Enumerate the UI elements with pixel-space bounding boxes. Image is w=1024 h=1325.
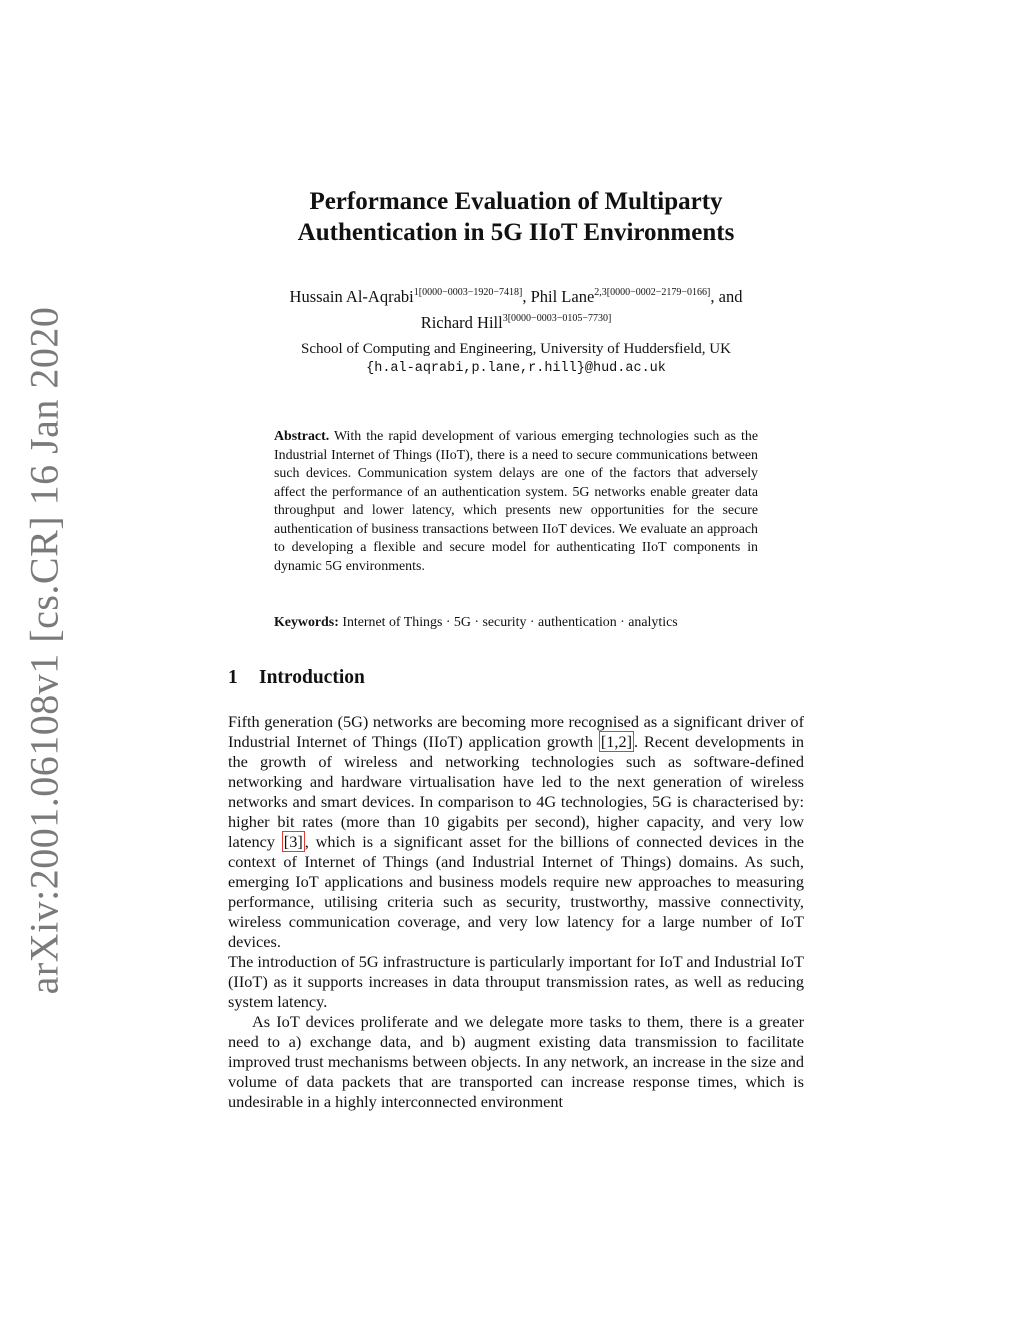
keywords xyxy=(274,613,758,632)
paragraph-2: The introduction of 5G infrastructure is particularly important for IoT and Industrial IoT (IIoT) as it supports increases in data throuput transmission rates, as well as reducing system latency. xyxy=(228,952,804,1011)
keywords-text: Internet of Things · 5G · security · authentication · analytics xyxy=(342,615,678,630)
affiliation: School of Computing and Engineering, University of Huddersfield, UK xyxy=(301,341,731,357)
section-heading xyxy=(228,667,804,689)
section-title: Introduction xyxy=(259,667,365,688)
paragraph-text: Fifth generation (5G) networks are becoming more recognised as a significant driver of Industrial Internet of Things (IIoT) application growth xyxy=(228,712,804,751)
author-emails: {h.al-aqrabi,p.lane,r.hill}@hud.ac.uk xyxy=(366,361,666,376)
author-separator: , xyxy=(522,287,531,306)
author-line-1 xyxy=(228,282,804,308)
citation-link[interactable]: [1,2] xyxy=(600,732,633,751)
paragraph-text: . Recent developments in the growth of wireless and networking technologies such as software-defined networking and hardware virtualisation have led to the next generation of wireless networks and smart devices. In comparison to 4G technologies, 5G is characterised by: higher bit rates (more than 10 gigabits per second), higher capacity, and very low latency xyxy=(228,732,804,851)
author-name: Phil Lane xyxy=(530,287,595,306)
paragraph-1 xyxy=(228,712,804,952)
author-name: Richard Hill xyxy=(420,313,503,332)
paragraph-text: , which is a significant asset for the billions of connected devices in the context of Internet of Things (and Industrial Internet of Things) domains. As such, emerging IoT applications and business models require new approaches to measuring performance, utilising criteria such as security, trustworthy, massive connectivity, wireless communication coverage, and very low latency for a large number of IoT devices. xyxy=(228,832,804,951)
affiliation-block xyxy=(228,339,804,379)
author-line-2 xyxy=(228,308,804,334)
citation-link[interactable]: [3] xyxy=(283,832,303,851)
author-name: Hussain Al-Aqrabi xyxy=(289,287,414,306)
arxiv-identifier: arXiv:2001.06108v1 [cs.CR] 16 Jan 2020 xyxy=(21,306,67,994)
author-list xyxy=(228,282,804,334)
abstract xyxy=(274,428,758,576)
introduction-body xyxy=(228,712,804,1112)
title-line-1: Performance Evaluation of Multiparty xyxy=(309,188,723,215)
author-orcid: 3[0000−0003−0105−7730] xyxy=(502,313,612,324)
arxiv-side-stamp xyxy=(12,306,76,994)
paragraph-3: As IoT devices proliferate and we delegate more tasks to them, there is a greater need to a) exchange data, and b) augment existing data transmission to facilitate improved trust mechanisms between objects. In any network, an increase in the size and volume of data packets that are transported can increase response times, which is undesirable in a highly interconnected environment xyxy=(228,1012,804,1111)
keywords-label: Keywords: xyxy=(274,615,339,630)
title-line-2: Authentication in 5G IIoT Environments xyxy=(297,219,735,246)
abstract-label: Abstract. xyxy=(274,429,330,444)
paper-title xyxy=(228,186,804,248)
abstract-text: With the rapid development of various emerging technologies such as the Industrial Internet of Things (IIoT), there is a need to secure communications between such devices. Communication system delays are one of the factors that adversely affect the performance of an authentication system. 5G networks enable greater data throughput and lower latency, which presents new opportunities for the secure authentication of business transactions between IIoT devices. We evaluate an approach to developing a flexible and secure model for authenticating IIoT components in dynamic 5G environments. xyxy=(274,429,759,574)
author-separator: , and xyxy=(710,287,743,306)
section-number: 1 xyxy=(228,667,238,688)
author-orcid: 2,3[0000−0002−2179−0166] xyxy=(594,287,711,298)
author-orcid: 1[0000−0003−1920−7418] xyxy=(413,287,523,298)
